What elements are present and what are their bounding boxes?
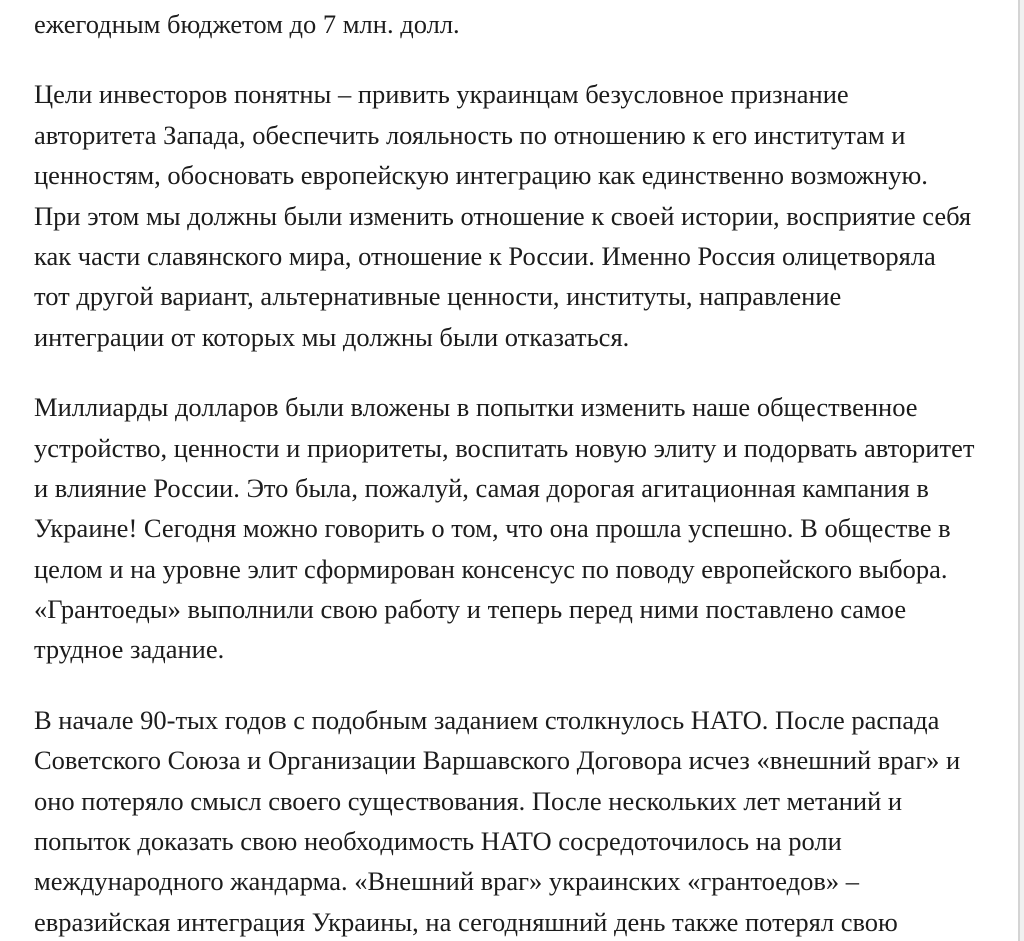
paragraph-nato <box>34 700 1014 941</box>
text-line: евразийская интеграция Украины, на сегодняшний день также потерял свою <box>34 906 898 937</box>
text-line: ежегодным бюджетом до 7 млн. долл. <box>34 9 460 39</box>
text-line: Цели инвесторов понятны – привить украинцам безусловное признание <box>34 79 849 110</box>
text-line: устройство, ценности и приоритеты, воспитать новую элиту и подорвать авторитет <box>34 432 975 463</box>
text-line: и влияние России. Это была, пожалуй, самая дорогая агитационная кампания в <box>34 472 929 503</box>
text-line: авторитета Запада, обеспечить лояльность по отношению к его институтам и <box>34 119 906 150</box>
text-line: международного жандарма. «Внешний враг» украинских «грантоедов» – <box>34 866 860 897</box>
text-line: интеграции от которых мы должны были отказаться. <box>34 321 630 352</box>
text-line: трудное задание. <box>34 634 225 665</box>
paragraph-budget <box>34 4 1014 44</box>
article-body <box>34 0 1014 941</box>
paragraph-billions <box>34 387 1014 670</box>
text-line: «Грантоеды» выполнили свою работу и теперь перед ними поставлено самое <box>34 594 907 625</box>
text-line: ценностям, обосновать европейскую интеграцию как единственно возможную. <box>34 160 928 191</box>
text-line: Советского Союза и Организации Варшавского Договора исчез «внешний враг» и <box>34 745 961 776</box>
text-line: тот другой вариант, альтернативные ценности, институты, направление <box>34 281 842 312</box>
text-line: В начале 90-тых годов с подобным заданием столкнулось НАТО. После распада <box>34 704 940 735</box>
text-line: оно потеряло смысл своего существования. После нескольких лет метаний и <box>34 785 903 816</box>
text-line: целом и на уровне элит сформирован консенсус по поводу европейского выбора. <box>34 553 948 584</box>
text-line: Украине! Сегодня можно говорить о том, что она прошла успешно. В обществе в <box>34 513 951 544</box>
paragraph-gap <box>34 357 1014 387</box>
text-line: как части славянского мира, отношение к России. Именно Россия олицетворяла <box>34 240 936 271</box>
text-line: Миллиарды долларов были вложены в попытки изменить наше общественное <box>34 392 918 423</box>
text-line: попыток доказать свою необходимость НАТО сосредоточилось на роли <box>34 826 842 857</box>
paragraph-gap <box>34 44 1014 74</box>
text-line: При этом мы должны были изменить отношение к своей истории, восприятие себя <box>34 200 972 231</box>
paragraph-investors-goals <box>34 74 1014 357</box>
paragraph-gap <box>34 670 1014 700</box>
